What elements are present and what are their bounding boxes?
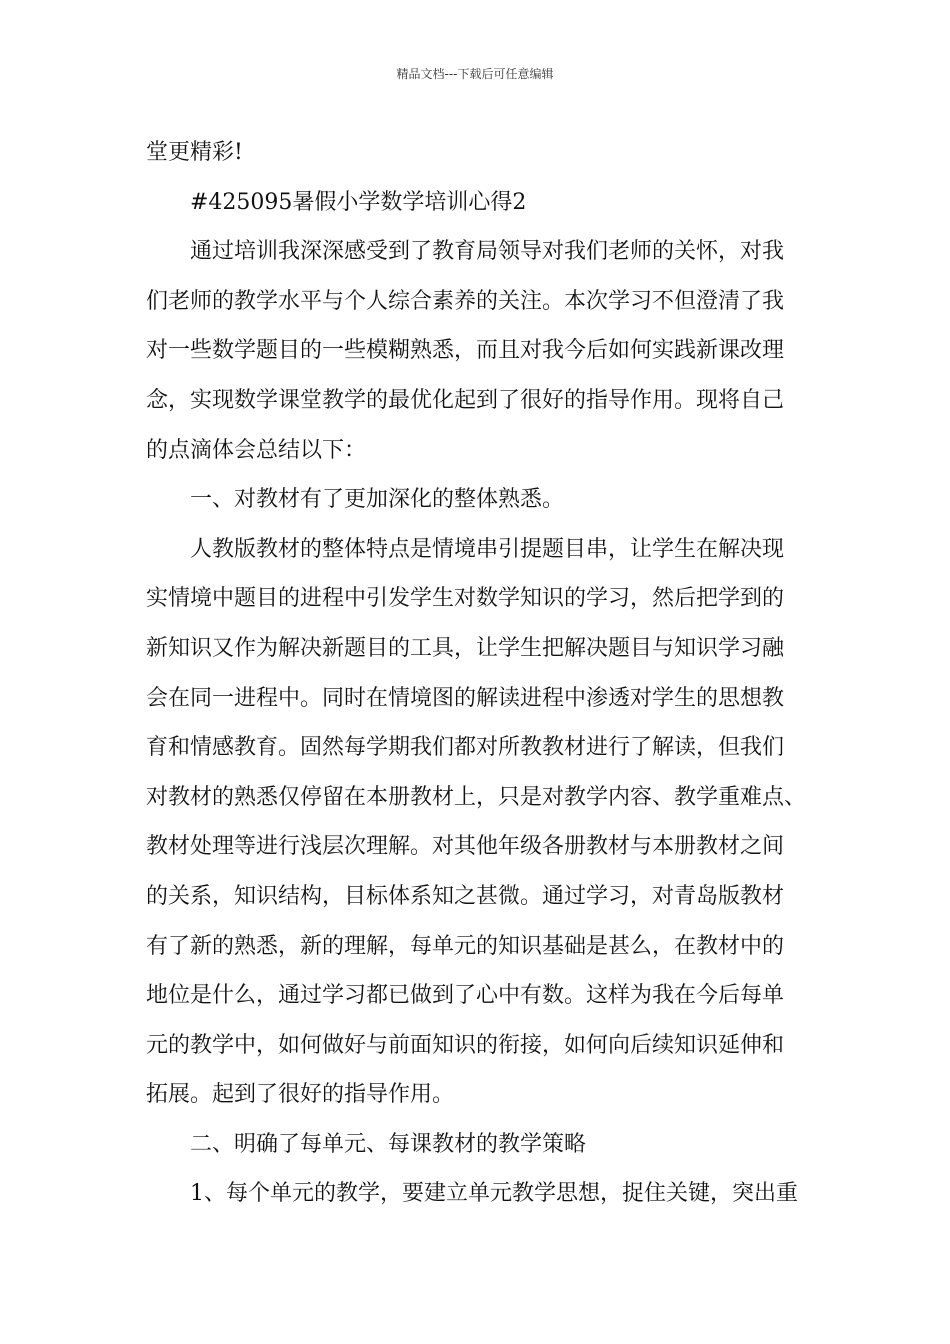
text-line: 对一些数学题目的一些模糊熟悉，而且对我今后如何实践新课改理	[146, 338, 785, 364]
text-line: 念，实现数学课堂教学的最优化起到了很好的指导作用。现将自己	[146, 387, 785, 413]
section-heading: 一、对教材有了更加深化的整体熟悉。	[190, 487, 565, 513]
section-title: #425095暑假小学数学培训心得2	[190, 189, 527, 215]
text-line: 1、每个单元的教学，要建立单元教学思想，捉住关键，突出重	[190, 1181, 798, 1207]
text-line: 新知识又作为解决新题目的工具，让学生把解决题目与知识学习融	[146, 635, 785, 661]
text-line: 人教版教材的整体特点是情境串引提题目串，让学生在解决现	[190, 536, 785, 562]
text-line: 堂更精彩!	[146, 140, 243, 165]
text-line: 的点滴体会总结以下：	[146, 437, 367, 463]
text-line: 地位是什么，通过学习都已做到了心中有数。这样为我在今后每单	[146, 983, 785, 1009]
section-heading: 二、明确了每单元、每课教材的教学策略	[190, 1131, 587, 1157]
text-line: 会在同一进程中。同时在情境图的解读进程中渗透对学生的思想教	[146, 685, 785, 711]
text-line: 实情境中题目的进程中引发学生对数学知识的学习，然后把学到的	[146, 586, 785, 612]
text-line: 育和情感教育。固然每学期我们都对所教教材进行了解读，但我们	[146, 735, 785, 761]
text-line: 们老师的教学水平与个人综合素养的关注。本次学习不但澄清了我	[146, 288, 785, 314]
text-line: 对教材的熟悉仅停留在本册教材上，只是对教学内容、教学重难点、	[146, 784, 807, 810]
text-line: 的关系，知识结构，目标体系知之甚微。通过学习，对青岛版教材	[146, 883, 785, 909]
text-line: 有了新的熟悉，新的理解，每单元的知识基础是甚么，在教材中的	[146, 933, 785, 959]
text-line: 教材处理等进行浅层次理解。对其他年级各册教材与本册教材之间	[146, 834, 785, 860]
page-header: 精品文档---下载后可任意编辑	[396, 67, 554, 81]
text-line: 元的教学中，如何做好与前面知识的衔接，如何向后续知识延伸和	[146, 1032, 785, 1058]
text-line: 拓展。起到了很好的指导作用。	[146, 1082, 455, 1108]
document-body	[146, 128, 826, 1219]
text-line: 通过培训我深深感受到了教育局领导对我们老师的关怀，对我	[190, 239, 785, 265]
